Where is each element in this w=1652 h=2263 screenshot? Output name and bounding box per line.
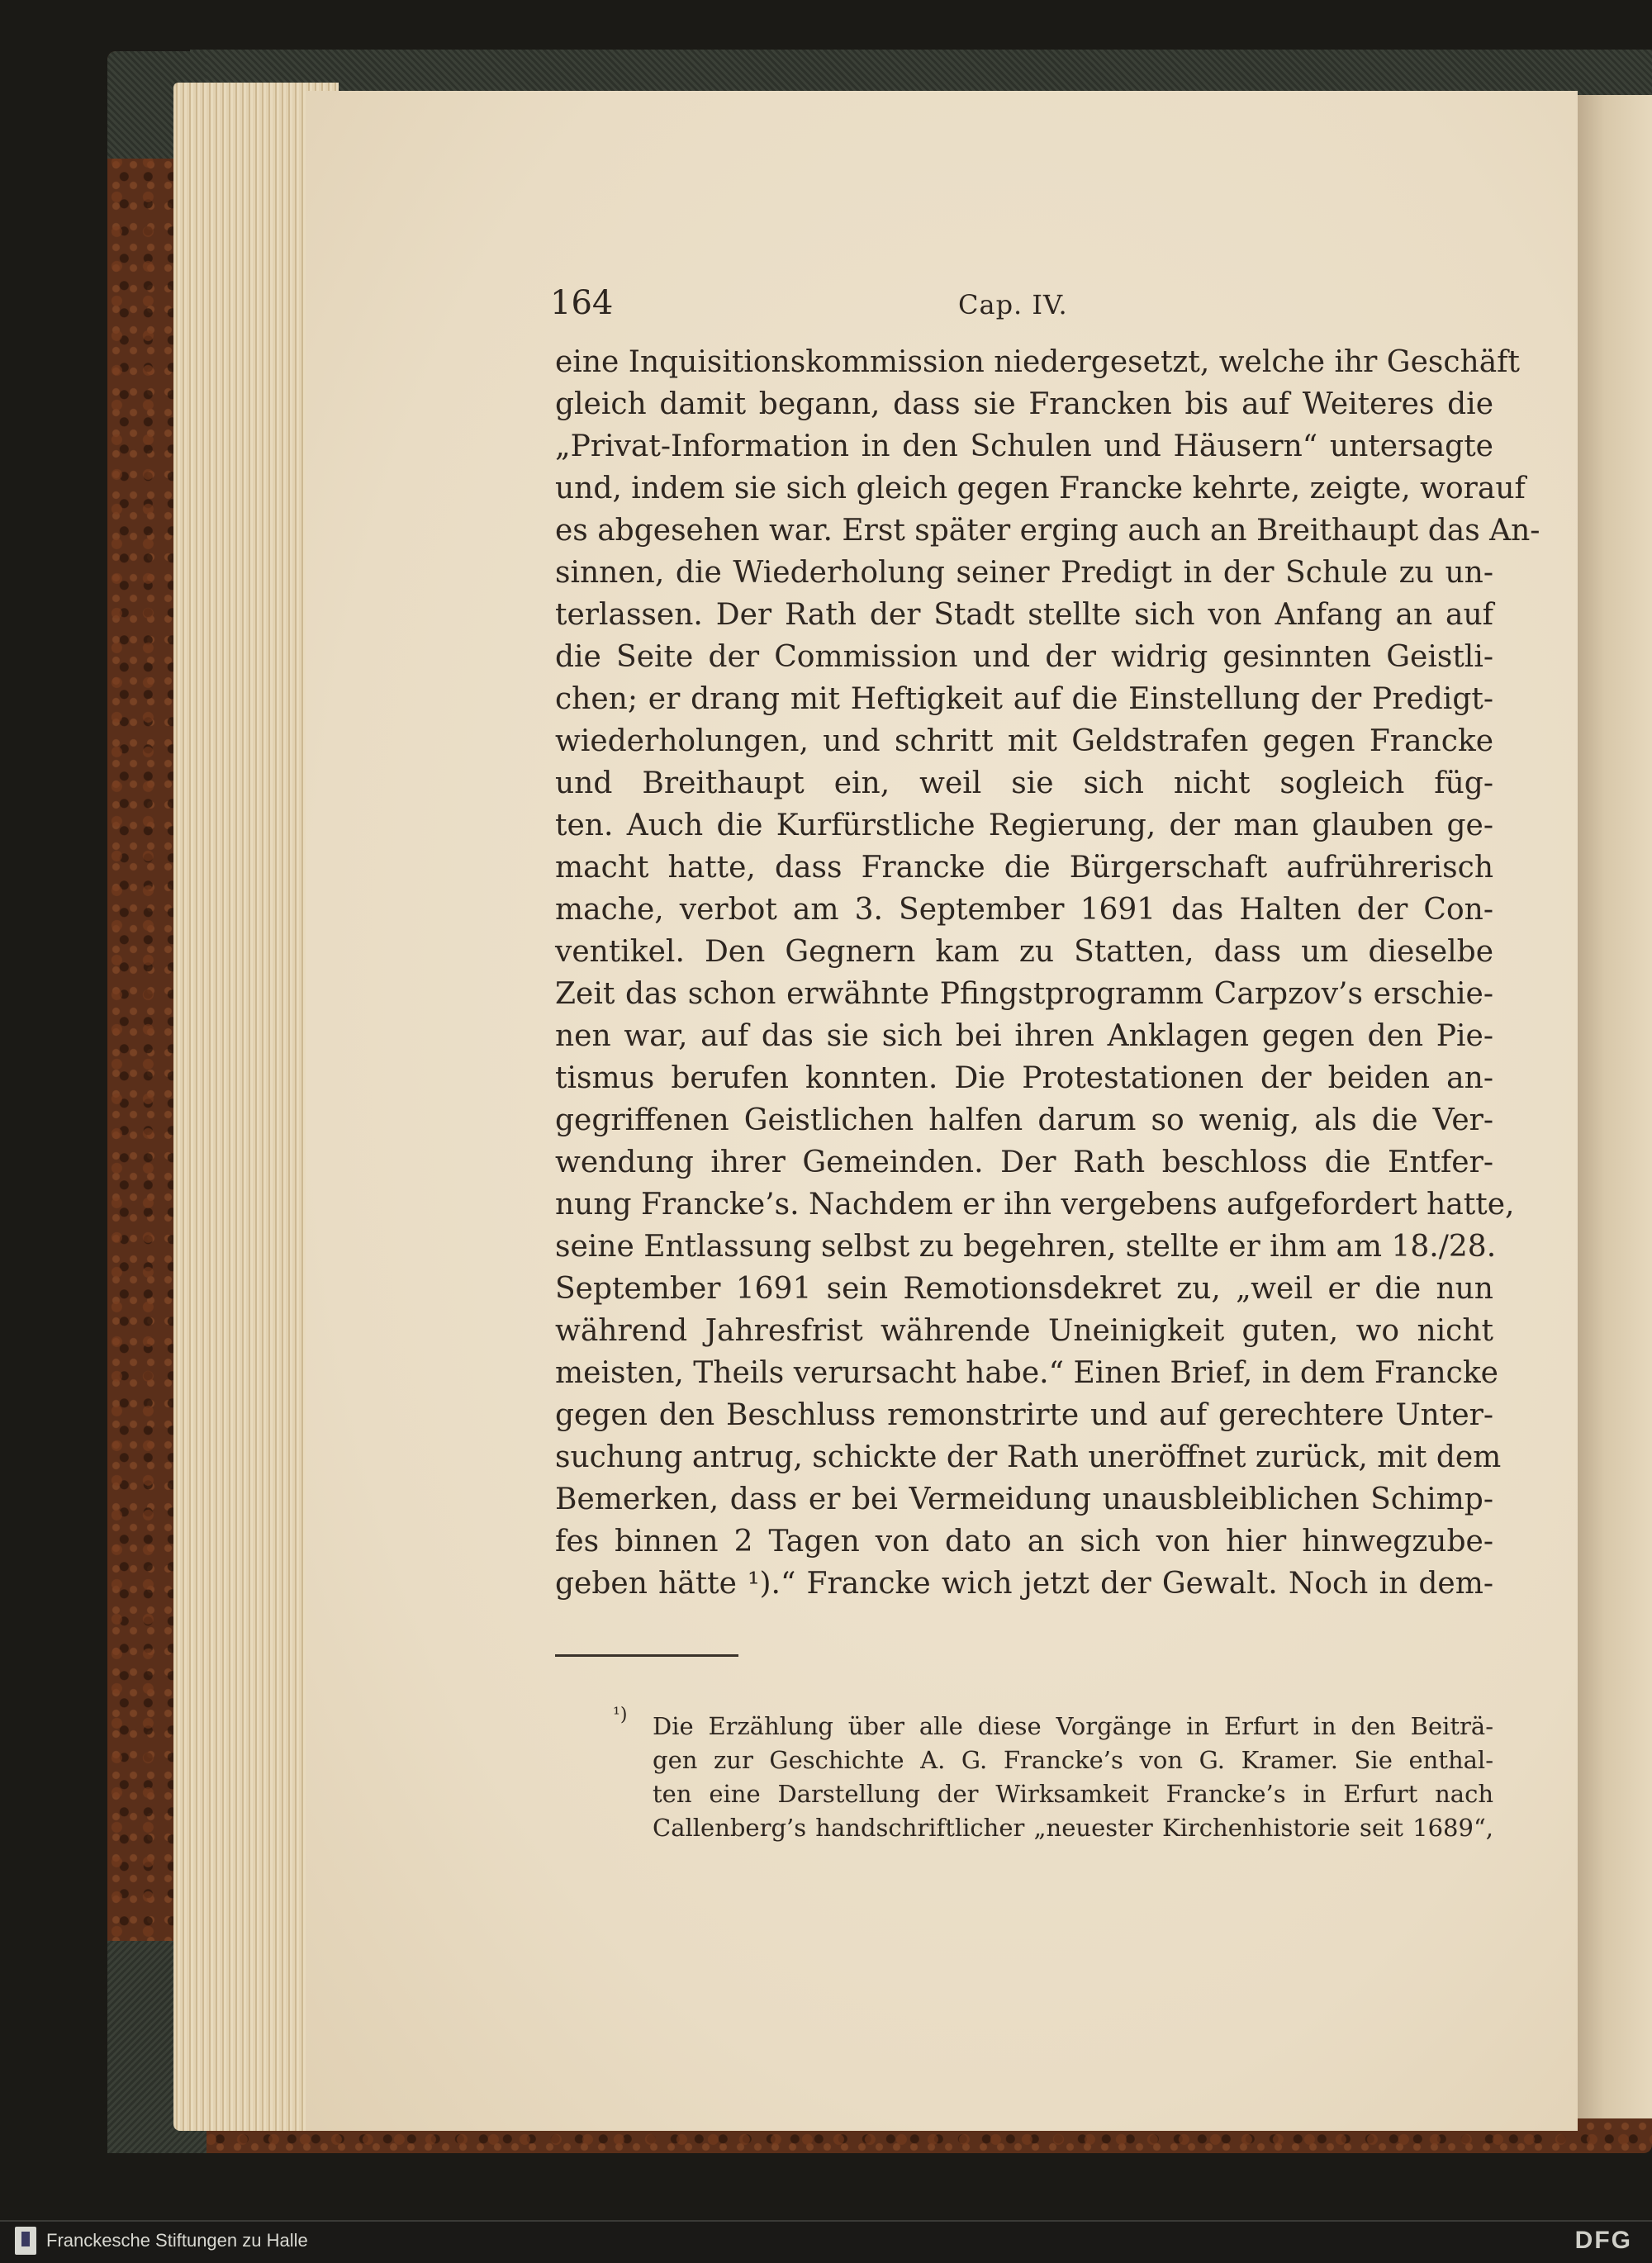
text-line: „Privat-Information in den Schulen und Häusern“ untersagte [555, 429, 1493, 463]
text-line: wendung ihrer Gemeinden. Der Rath beschloss die Entfer- [555, 1146, 1493, 1179]
text-line: Bemerken, dass er bei Vermeidung unausbleiblichen Schimp- [555, 1483, 1493, 1516]
text-line: wiederholungen, und schritt mit Geldstrafen gegen Francke [555, 724, 1493, 758]
footnote-line: Die Erzählung über alle diese Vorgänge in Erfurt in den Beiträ- [653, 1712, 1493, 1740]
text-line: gegen den Beschluss remonstrirte und auf gerechtere Unter- [555, 1398, 1493, 1432]
footnote-line: gen zur Geschichte A. G. Francke’s von G. Kramer. Sie enthal- [653, 1746, 1493, 1774]
text-line: seine Entlassung selbst zu begehren, stellte er ihm am 18./28. [555, 1230, 1497, 1264]
institution-name: Franckesche Stiftungen zu Halle [46, 2230, 308, 2251]
text-line: suchung antrug, schickte der Rath uneröffnet zurück, mit dem [555, 1440, 1502, 1474]
text-line: September 1691 sein Remotionsdekret zu, „weil er die nun [555, 1272, 1493, 1306]
footnote-line: Callenberg’s handschriftlicher „neuester Kirchenhistorie seit 1689“, [653, 1814, 1493, 1842]
text-line: geben hätte ¹).“ Francke wich jetzt der Gewalt. Noch in dem- [555, 1567, 1493, 1601]
text-line: während Jahresfrist währende Uneinigkeit guten, wo nicht [555, 1314, 1493, 1348]
text-line: ten. Auch die Kurfürstliche Regierung, der man glauben ge- [555, 809, 1493, 842]
text-line: und Breithaupt ein, weil sie sich nicht sogleich füg- [555, 766, 1493, 800]
text-line: Zeit das schon erwähnte Pfingstprogramm Carpzov’s erschie- [555, 977, 1493, 1011]
text-line: chen; er drang mit Heftigkeit auf die Einstellung der Predigt- [555, 682, 1493, 716]
text-line: meisten, Theils verursacht habe.“ Einen Brief, in dem Francke [555, 1356, 1498, 1390]
institution-logo-icon [15, 2227, 36, 2255]
text-line: nung Francke’s. Nachdem er ihn vergebens aufgefordert hatte, [555, 1188, 1515, 1222]
text-line: sinnen, die Wiederholung seiner Predigt in der Schule zu un- [555, 556, 1493, 590]
text-line: tismus berufen konnten. Die Protestationen der beiden an- [555, 1061, 1493, 1095]
text-line: mache, verbot am 3. September 1691 das Halten der Con- [555, 893, 1493, 927]
text-line: die Seite der Commission und der widrig gesinnten Geistli- [555, 640, 1493, 674]
footnote-line: ten eine Darstellung der Wirksamkeit Francke’s in Erfurt nach [653, 1780, 1493, 1808]
page-number: 164 [550, 284, 614, 322]
funder-logo: DFG [1574, 2227, 1632, 2254]
text-line: und, indem sie sich gleich gegen Francke kehrte, zeigte, worauf [555, 472, 1526, 505]
text-line: gleich damit begann, dass sie Francken bis auf Weiteres die [555, 387, 1493, 421]
text-line: eine Inquisitionskommission niedergesetzt, welche ihr Geschäft [555, 345, 1520, 379]
text-line: fes binnen 2 Tagen von dato an sich von hier hinwegzube- [555, 1525, 1493, 1558]
text-line: macht hatte, dass Francke die Bürgerschaft aufrührerisch [555, 851, 1493, 885]
footnote-rule [555, 1654, 738, 1657]
text-line: gegriffenen Geistlichen halfen darum so wenig, als die Ver- [555, 1103, 1493, 1137]
facing-page-edge [1574, 95, 1652, 2118]
text-line: terlassen. Der Rath der Stadt stellte sich von Anfang an auf [555, 598, 1493, 632]
text-line: ventikel. Den Gegnern kam zu Statten, dass um dieselbe [555, 935, 1493, 969]
text-line: es abgesehen war. Erst später erging auch an Breithaupt das An- [555, 514, 1540, 548]
footnote-marker: ¹) [613, 1705, 628, 1725]
text-line: nen war, auf das sie sich bei ihren Anklagen gegen den Pie- [555, 1019, 1493, 1053]
running-head: Cap. IV. [958, 289, 1068, 320]
